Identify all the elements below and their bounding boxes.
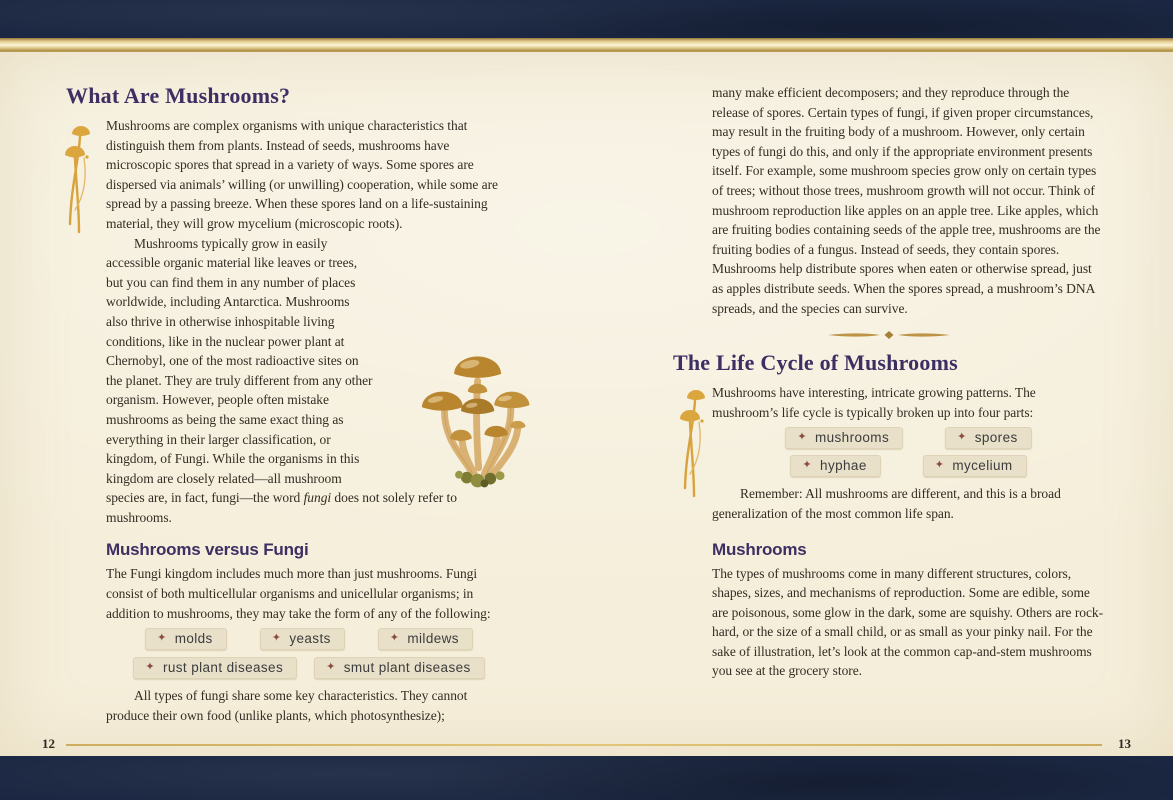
gold-trim-band bbox=[0, 38, 1173, 52]
tag-hyphae: ✦ hyphae bbox=[790, 455, 880, 477]
page-number-right: 13 bbox=[1118, 736, 1131, 751]
right-paragraph-1: many make efficient decomposers; and they reproduce through the release of spores. Certain types of fungi, if given proper circumstances, may result in the fruiting body of a mushroom. However, only certain types of fungi do this, and only if the appropriate environment presents itself. For example, some mushroom species grow only on certain types of trees; without those trees, mushroom growth will not occur. Think of mushroom reproduction like apples on an apple tree. Like apples, which are fruiting bodies containing seeds of the apple tree, mushrooms are the fruiting bodies of a fungus. Instead of seeds, they contain spores. Mushrooms help distribute spores when eaten or otherwise spread, just as apples distribute seeds. When the spores spread, a mushroom’s DNA spreads, and the species can survive. bbox=[712, 85, 1101, 316]
right-page bbox=[673, 83, 1105, 681]
ornament-divider bbox=[673, 329, 1105, 341]
tag-mushrooms: ✦ mushrooms bbox=[785, 427, 903, 449]
page-number-left: 12 bbox=[42, 736, 55, 751]
tag-mycelium: ✦ mycelium bbox=[923, 455, 1027, 477]
tag-yeasts: ✦ yeasts bbox=[260, 628, 345, 650]
fungi-forms-tags bbox=[106, 628, 512, 679]
left-paragraph-4: All types of fungi share some key characteristics. They cannot produce their own food (unlike plants, which photosynthesize); bbox=[106, 688, 468, 723]
diamond-icon: ✦ bbox=[145, 661, 155, 674]
right-paragraph-2: Mushrooms have interesting, intricate growing patterns. The mushroom’s life cycle is typically broken up into four parts: bbox=[712, 385, 1036, 420]
diamond-icon: ✦ bbox=[802, 459, 813, 472]
diamond-icon: ✦ bbox=[389, 632, 400, 645]
right-subheading: Mushrooms bbox=[712, 539, 807, 559]
diamond-icon: ✦ bbox=[271, 632, 282, 645]
book-cover-top-band bbox=[0, 0, 1173, 38]
right-page-title: The Life Cycle of Mushrooms bbox=[673, 350, 958, 376]
tag-smut-plant-diseases: ✦ smut plant diseases bbox=[314, 657, 485, 679]
right-paragraph-3: Remember: All mushrooms are different, and this is a broad generalization of the most common life span. bbox=[712, 486, 1061, 521]
diamond-icon: ✦ bbox=[797, 431, 807, 444]
tag-mildews: ✦ mildews bbox=[378, 628, 473, 650]
right-paragraph-4: The types of mushrooms come in many different structures, colors, shapes, sizes, and mechanisms of reproduction. Some are edible, some are poisonous, some glow in the dark, some are squishy. Others are rock-hard, or the size of a small child, or as small as your pinky nail. For the sake of illustration, let’s look at the common cap-and-stem mushrooms you see at the grocery store. bbox=[712, 565, 1104, 679]
tag-molds: ✦ molds bbox=[145, 628, 227, 650]
footer-rule bbox=[66, 744, 1102, 746]
tag-rust-plant-diseases: ✦ rust plant diseases bbox=[133, 657, 297, 679]
left-page-title: What Are Mushrooms? bbox=[66, 83, 291, 108]
left-paragraph-1: Mushrooms are complex organisms with unique characteristics that distinguish them from plants. Instead of seeds, mushrooms have microscopic spores that spread in a variety of ways. Some spores are dispersed via animals’ willing (or unwilling) cooperation, while some are spread by a passing breeze. When these spores land on a life-sustaining material, they will grow mycelium (microscopic roots). bbox=[106, 118, 498, 231]
left-subheading: Mushrooms versus Fungi bbox=[106, 540, 309, 560]
mushroom-sprig-icon bbox=[675, 388, 711, 504]
tag-spores: ✦ spores bbox=[945, 427, 1032, 449]
diamond-icon: ✦ bbox=[957, 431, 967, 444]
mushroom-cluster-illustration bbox=[388, 348, 520, 488]
left-paragraph-2: Mushrooms typically grow in easily accessible organic material like leaves or trees, but you can find them in any number of places worldwide, including Antarctica. Mushrooms also thrive in otherwise inhospitable living conditions, like in the nuclear power plant at Chernobyl, one of the most radioactive sites on the planet. They are truly different from any other organism. However, people often mistake mushrooms as being the same exact thing as everything in their larger classification, or kingdom, of Fungi. While the organisms in this kingdom are closely related—all mushroom species are, in fact, fungi—the word fungi does not solely refer to mushrooms. bbox=[106, 234, 512, 528]
mushroom-sprig-icon bbox=[60, 124, 96, 240]
book-cover-bottom-band bbox=[0, 756, 1173, 800]
diamond-icon: ✦ bbox=[934, 459, 945, 472]
left-paragraph-3: The Fungi kingdom includes much more than just mushrooms. Fungi consist of both multicellular organisms and unicellular organisms; in addition to mushrooms, they may take the form of any of the following: bbox=[106, 566, 491, 621]
life-cycle-tags bbox=[712, 427, 1105, 477]
diamond-icon: ✦ bbox=[326, 661, 336, 674]
diamond-icon: ✦ bbox=[157, 632, 167, 645]
left-page bbox=[66, 83, 512, 725]
